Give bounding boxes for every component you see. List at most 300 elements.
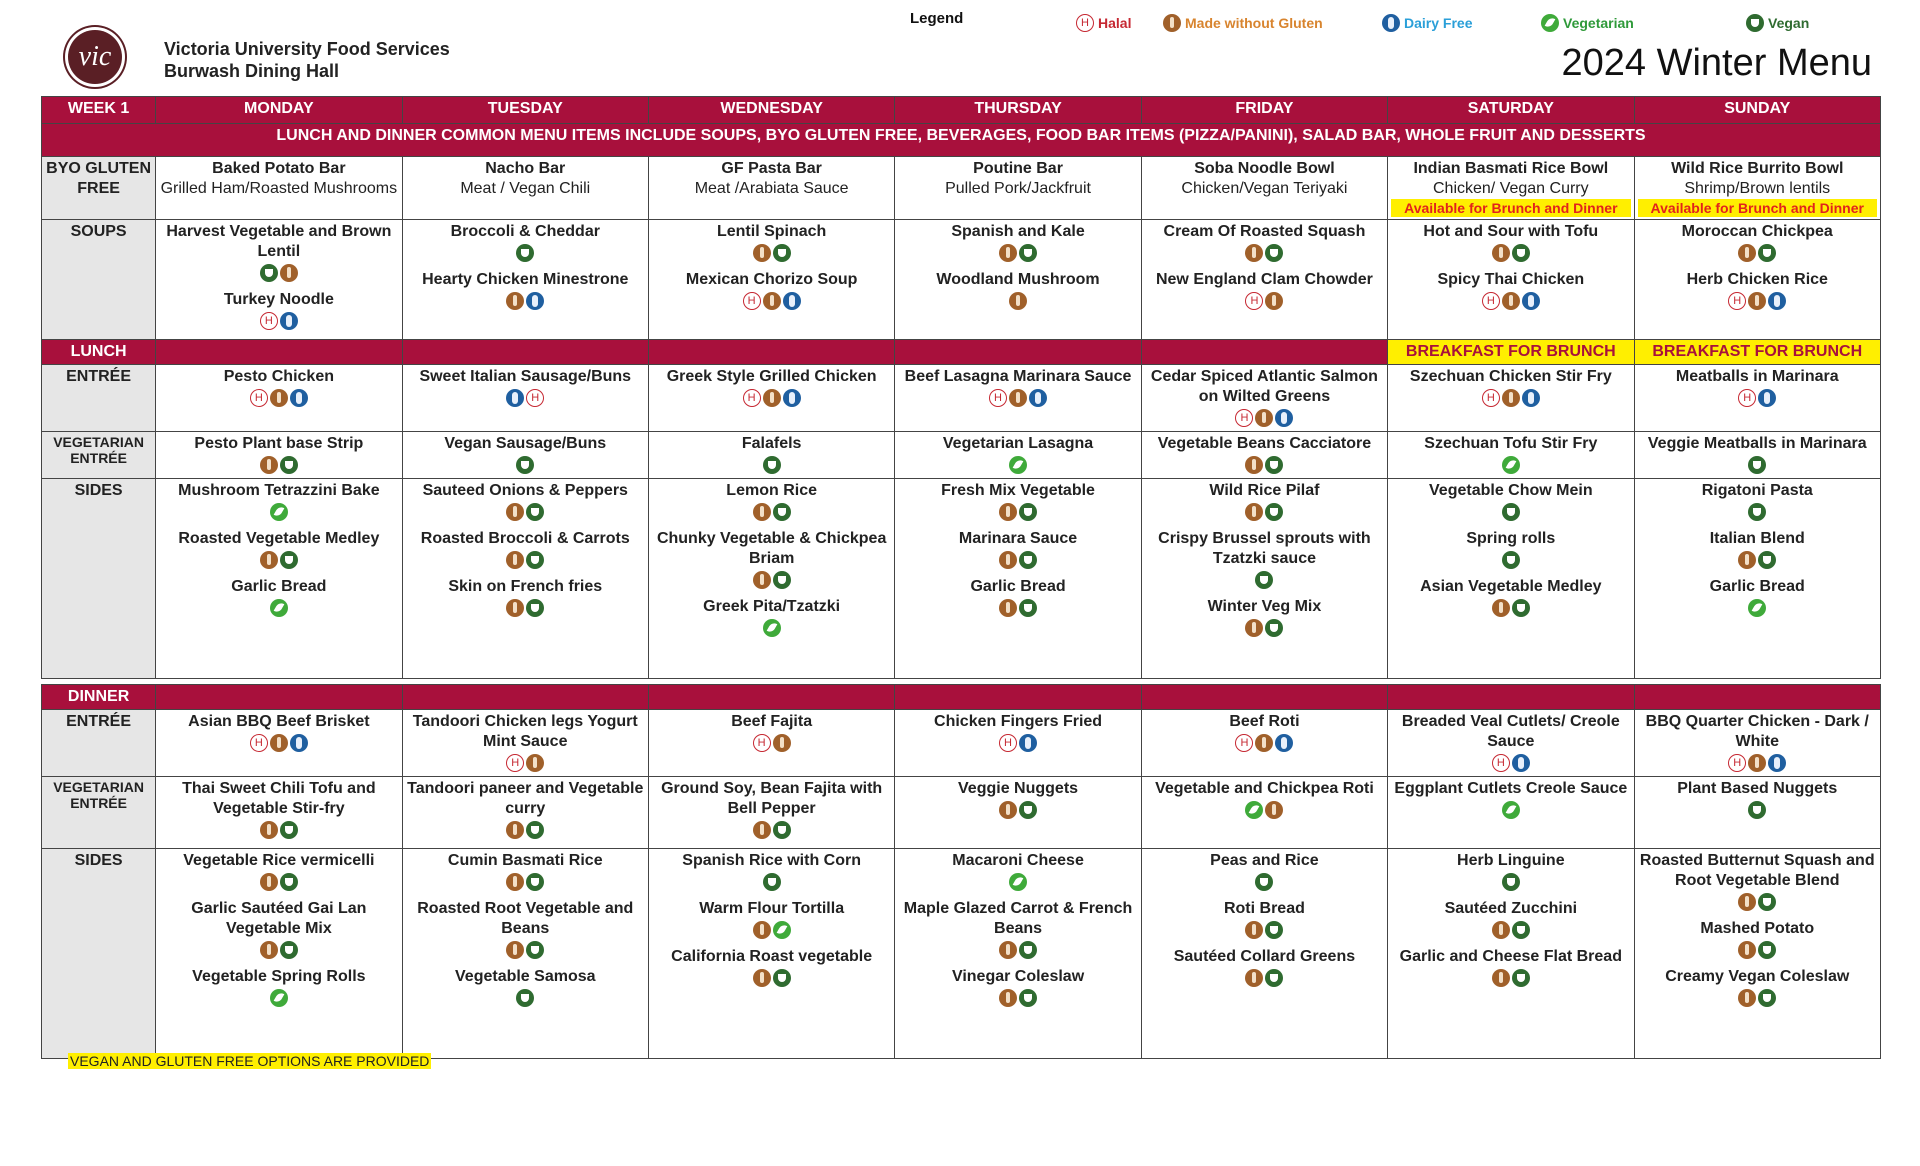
byo-title: Indian Basmati Rice Bowl [1413, 160, 1609, 177]
dish-name: Creamy Vegan Coleslaw [1665, 968, 1850, 985]
dairy-free-icon [1019, 734, 1037, 752]
byo-title: Soba Noodle Bowl [1194, 160, 1335, 177]
menu-cell-sunday [1634, 777, 1880, 849]
row-label: SIDES [42, 849, 156, 1059]
common-items-banner [42, 124, 1881, 157]
dish-name: Greek Style Grilled Chicken [666, 368, 877, 385]
lunch-section-label: LUNCH [42, 340, 156, 365]
legend-item-veg [1540, 14, 1634, 32]
dietary-icons [898, 732, 1137, 754]
gluten-free-icon [753, 921, 771, 939]
dinner-vegetarian-row [42, 777, 1881, 849]
dairy-free-icon [526, 292, 544, 310]
vegan-icon [526, 599, 544, 617]
menu-cell-monday [156, 479, 402, 679]
vegetarian-icon [1009, 456, 1027, 474]
dish-name: Spicy Thai Chicken [1437, 271, 1585, 288]
dish-name: Vegetarian Lasagna [942, 435, 1094, 452]
dairy-free-icon [506, 389, 524, 407]
vegan-icon [1265, 244, 1283, 262]
gluten-free-icon [1245, 969, 1263, 987]
dish-name: Lentil Spinach [716, 223, 827, 240]
gluten-free-icon [1502, 292, 1520, 310]
dish-name: Beef Roti [1229, 713, 1300, 730]
dish-name: Vegetable Samosa [455, 968, 596, 985]
vegan-icon [280, 941, 298, 959]
day-header-wednesday: WEDNESDAY [648, 97, 894, 124]
dietary-icons [898, 387, 1137, 409]
menu-cell-saturday [1388, 220, 1634, 340]
dietary-icons [652, 617, 891, 639]
byo-detail: Pulled Pork/Jackfruit [945, 180, 1091, 197]
byo-cell-saturday [1388, 157, 1634, 220]
byo-cell-tuesday [402, 157, 648, 220]
dish-name: Marinara Sauce [958, 530, 1078, 547]
gluten-free-icon [1492, 599, 1510, 617]
dish-name: Thai Sweet Chili Tofu and Vegetable Stir-fry [182, 780, 376, 817]
gluten-free-icon [999, 503, 1017, 521]
menu-cell-tuesday [402, 710, 648, 777]
dietary-icons [652, 454, 891, 476]
footnote: VEGAN AND GLUTEN FREE OPTIONS ARE PROVIDED [70, 1053, 430, 1069]
legend-label: Vegetarian [1563, 15, 1634, 31]
vegan-icon [1019, 503, 1037, 521]
vegetarian-icon [270, 503, 288, 521]
vegan-icon [526, 551, 544, 569]
halal-icon [753, 734, 771, 752]
dinner-section-row [42, 685, 1881, 710]
dairy-free-icon [1382, 14, 1400, 32]
dish-name: Rigatoni Pasta [1701, 482, 1813, 499]
section-bar [1141, 685, 1387, 710]
legend-item-gf [1162, 14, 1323, 32]
dietary-icons [1391, 501, 1630, 523]
menu-cell-sunday [1634, 849, 1880, 1059]
dietary-icons [1638, 549, 1877, 571]
vegan-icon [773, 969, 791, 987]
dietary-icons [159, 501, 398, 523]
dietary-icons [1638, 891, 1877, 913]
dish-name: Mushroom Tetrazzini Bake [178, 482, 380, 499]
dish-name: Garlic Sautéed Gai Lan Vegetable Mix [191, 900, 367, 937]
gluten-free-icon [1245, 619, 1263, 637]
gluten-free-icon [1492, 244, 1510, 262]
gluten-free-icon [260, 873, 278, 891]
gluten-free-icon [1245, 921, 1263, 939]
dish-name: Winter Veg Mix [1207, 598, 1322, 615]
vegan-icon [280, 821, 298, 839]
dish-name: Asian BBQ Beef Brisket [188, 713, 370, 730]
gluten-free-icon [260, 456, 278, 474]
gluten-free-icon [1245, 244, 1263, 262]
section-bar [895, 340, 1141, 365]
dietary-icons [159, 939, 398, 961]
menu-cell-sunday [1634, 479, 1880, 679]
section-bar [1634, 685, 1880, 710]
byo-detail: Shrimp/Brown lentils [1684, 180, 1831, 197]
dairy-free-icon [1029, 389, 1047, 407]
dish-name: Szechuan Chicken Stir Fry [1409, 368, 1612, 385]
vegan-icon [1265, 969, 1283, 987]
gluten-free-icon [270, 734, 288, 752]
vegan-icon [1255, 873, 1273, 891]
day-header-row [42, 97, 1881, 124]
dish-name: New England Clam Chowder [1155, 271, 1373, 288]
menu-cell-saturday [1388, 479, 1634, 679]
dietary-icons [1638, 987, 1877, 1009]
dish-name: Roasted Vegetable Medley [178, 530, 380, 547]
dish-name: Pesto Chicken [223, 368, 334, 385]
dietary-icons [1391, 752, 1630, 774]
menu-cell-thursday [895, 777, 1141, 849]
menu-cell-saturday [1388, 849, 1634, 1059]
gluten-free-icon [753, 503, 771, 521]
dish-name: Vegetable Beans Cacciatore [1157, 435, 1372, 452]
dish-name: Spanish and Kale [951, 223, 1085, 240]
gluten-free-icon [1255, 734, 1273, 752]
menu-cell-tuesday [402, 479, 648, 679]
menu-cell-tuesday [402, 432, 648, 479]
dietary-icons [159, 454, 398, 476]
dietary-icons [406, 871, 645, 893]
dietary-icons [1145, 454, 1384, 476]
dish-name: Wild Rice Pilaf [1209, 482, 1320, 499]
dietary-icons [159, 819, 398, 841]
vegan-icon [1265, 619, 1283, 637]
dietary-icons [406, 454, 645, 476]
gluten-free-icon [526, 754, 544, 772]
dish-name: Roasted Root Vegetable and Beans [417, 900, 634, 937]
dish-name: Peas and Rice [1210, 852, 1319, 869]
menu-cell-tuesday [402, 849, 648, 1059]
gluten-free-icon [753, 969, 771, 987]
vegan-icon [1265, 921, 1283, 939]
dinner-menu-table [41, 684, 1881, 1059]
dinner-entree-row [42, 710, 1881, 777]
availability-note: Available for Brunch and Dinner [1391, 199, 1630, 217]
vegan-icon [1512, 969, 1530, 987]
vegan-icon [1019, 244, 1037, 262]
dietary-icons [1638, 454, 1877, 476]
vic-logo: vic [68, 30, 122, 84]
dietary-icons [1145, 732, 1384, 754]
dietary-icons [652, 871, 891, 893]
dietary-icons [898, 454, 1137, 476]
vegetarian-icon [1748, 599, 1766, 617]
vegan-icon [1019, 801, 1037, 819]
dish-name: Fresh Mix Vegetable [941, 482, 1095, 499]
dinner-section-label: DINNER [42, 685, 156, 710]
dietary-icons [898, 549, 1137, 571]
gluten-free-icon [1738, 941, 1756, 959]
gluten-free-icon [763, 292, 781, 310]
dish-name: Beef Fajita [731, 713, 813, 730]
dish-name: Mashed Potato [1700, 920, 1815, 937]
menu-cell-tuesday [402, 365, 648, 432]
vegan-icon [1758, 893, 1776, 911]
section-bar [1388, 685, 1634, 710]
dietary-icons [406, 387, 645, 409]
dietary-icons [1638, 799, 1877, 821]
vegan-icon [280, 456, 298, 474]
legend-label: Vegan [1768, 15, 1810, 31]
dietary-icons [406, 597, 645, 619]
dish-name: Sautéed Collard Greens [1173, 948, 1356, 965]
dietary-icons [898, 501, 1137, 523]
dish-name: Tandoori paneer and Vegetable curry [407, 780, 644, 817]
vegan-icon [773, 244, 791, 262]
day-header-thursday: THURSDAY [895, 97, 1141, 124]
dish-name: Vegan Sausage/Buns [444, 435, 607, 452]
halal-icon [743, 292, 761, 310]
org-name [164, 38, 450, 82]
legend-title: Legend [910, 10, 964, 27]
row-label: ENTRÉE [42, 710, 156, 777]
row-label: SIDES [42, 479, 156, 679]
halal-icon [506, 754, 524, 772]
dietary-icons [1638, 290, 1877, 312]
dietary-icons [406, 939, 645, 961]
dietary-icons [1638, 939, 1877, 961]
dish-name: Cumin Basmati Rice [447, 852, 603, 869]
dish-name: Garlic Bread [970, 578, 1066, 595]
legend-label: Halal [1098, 15, 1132, 31]
gluten-free-icon [1738, 893, 1756, 911]
byo-cell-friday [1141, 157, 1387, 220]
menu-cell-wednesday [648, 710, 894, 777]
menu-cell-monday [156, 710, 402, 777]
dietary-icons [159, 987, 398, 1009]
halal-icon [1482, 389, 1500, 407]
dairy-free-icon [280, 312, 298, 330]
dish-name: Skin on French fries [448, 578, 603, 595]
vegan-icon [1748, 801, 1766, 819]
dish-name: Vegetable Rice vermicelli [183, 852, 375, 869]
dish-name: Veggie Meatballs in Marinara [1647, 435, 1867, 452]
vegetarian-icon [773, 921, 791, 939]
dish-name: Harvest Vegetable and Brown Lentil [166, 223, 392, 260]
dish-name: Hot and Sour with Tofu [1423, 223, 1599, 240]
dish-name: Mexican Chorizo Soup [685, 271, 858, 288]
dietary-icons [159, 597, 398, 619]
vegan-icon [280, 873, 298, 891]
brunch-label-saturday: BREAKFAST FOR BRUNCH [1388, 340, 1634, 365]
lunch-menu-table [41, 96, 1881, 679]
dietary-icons [1638, 597, 1877, 619]
dietary-icons [652, 387, 891, 409]
halal-icon [989, 389, 1007, 407]
halal-icon [260, 312, 278, 330]
dietary-icons [1391, 290, 1630, 312]
byo-cell-thursday [895, 157, 1141, 220]
dish-name: Vegetable Spring Rolls [192, 968, 366, 985]
vegan-icon [1512, 244, 1530, 262]
vegetarian-icon [1502, 801, 1520, 819]
gluten-free-icon [1265, 292, 1283, 310]
dietary-icons [1145, 569, 1384, 591]
dietary-icons [406, 242, 645, 264]
vegan-icon [773, 821, 791, 839]
gluten-free-icon [1738, 244, 1756, 262]
vegetarian-icon [1502, 456, 1520, 474]
vegan-icon [516, 244, 534, 262]
dish-name: Garlic and Cheese Flat Bread [1399, 948, 1622, 965]
legend-label: Dairy Free [1404, 15, 1473, 31]
vegetarian-icon [763, 619, 781, 637]
menu-cell-thursday [895, 710, 1141, 777]
dish-name: Cream Of Roasted Squash [1163, 223, 1366, 240]
gluten-free-icon [999, 801, 1017, 819]
dish-name: Greek Pita/Tzatzki [703, 598, 841, 615]
dietary-icons [1391, 919, 1630, 941]
dietary-icons [406, 987, 645, 1009]
dairy-free-icon [783, 292, 801, 310]
lunch-entree-row [42, 365, 1881, 432]
menu-cell-monday [156, 777, 402, 849]
menu-cell-saturday [1388, 365, 1634, 432]
dish-name: Szechuan Tofu Stir Fry [1424, 435, 1598, 452]
vegan-icon [1758, 244, 1776, 262]
dairy-free-icon [1512, 754, 1530, 772]
halal-icon [1728, 754, 1746, 772]
vegan-icon [773, 503, 791, 521]
menu-cell-friday [1141, 479, 1387, 679]
vegan-icon [1019, 599, 1037, 617]
dish-name: Vinegar Coleslaw [951, 968, 1085, 985]
dairy-free-icon [1275, 734, 1293, 752]
dairy-free-icon [1522, 389, 1540, 407]
dish-name: BBQ Quarter Chicken - Dark / White [1645, 713, 1869, 750]
vegan-icon [1019, 989, 1037, 1007]
dish-name: Vegetable Chow Mein [1429, 482, 1593, 499]
vegan-icon [1748, 503, 1766, 521]
dietary-icons [1145, 617, 1384, 639]
menu-cell-saturday [1388, 777, 1634, 849]
halal-icon [743, 389, 761, 407]
gluten-free-icon [1492, 921, 1510, 939]
gluten-free-icon [506, 292, 524, 310]
dietary-icons [406, 752, 645, 774]
gluten-free-icon [1009, 292, 1027, 310]
menu-cell-friday [1141, 777, 1387, 849]
vegetarian-icon [1245, 801, 1263, 819]
gluten-free-icon [1163, 14, 1181, 32]
dish-name: Eggplant Cutlets Creole Sauce [1394, 780, 1628, 797]
day-header-friday: FRIDAY [1141, 97, 1387, 124]
dish-name: Roasted Broccoli & Carrots [420, 530, 630, 547]
gluten-free-icon [506, 873, 524, 891]
halal-icon [250, 389, 268, 407]
gluten-free-icon [753, 571, 771, 589]
dish-name: Herb Linguine [1457, 852, 1565, 869]
vegan-icon [260, 264, 278, 282]
gluten-free-icon [506, 551, 524, 569]
gluten-free-icon [1245, 456, 1263, 474]
dietary-icons [898, 939, 1137, 961]
lunch-vegetarian-row [42, 432, 1881, 479]
gluten-free-icon [999, 244, 1017, 262]
gluten-free-icon [506, 941, 524, 959]
vegan-icon [1265, 456, 1283, 474]
vegan-icon [1746, 14, 1764, 32]
dish-name: Garlic Bread [1709, 578, 1805, 595]
byo-cell-wednesday [648, 157, 894, 220]
byo-title: GF Pasta Bar [721, 160, 822, 177]
dietary-icons [652, 919, 891, 941]
dish-name: Chicken Fingers Fried [934, 713, 1103, 730]
menu-cell-monday [156, 849, 402, 1059]
dish-name: Garlic Bread [231, 578, 327, 595]
dietary-icons [1638, 752, 1877, 774]
dietary-icons [1391, 242, 1630, 264]
vegan-icon [1502, 503, 1520, 521]
halal-icon [1076, 14, 1094, 32]
gluten-free-icon [1748, 754, 1766, 772]
gluten-free-icon [1738, 989, 1756, 1007]
day-header-monday: MONDAY [156, 97, 402, 124]
section-bar [648, 685, 894, 710]
dietary-icons [1145, 501, 1384, 523]
dish-name: Meatballs in Marinara [1675, 368, 1839, 385]
legend-label: Made without Gluten [1185, 15, 1323, 31]
halal-icon [1482, 292, 1500, 310]
row-label: VEGETARIAN ENTRÉE [42, 432, 156, 479]
gluten-free-icon [270, 389, 288, 407]
section-bar [648, 340, 894, 365]
dish-name: California Roast vegetable [671, 948, 873, 965]
dietary-icons [159, 310, 398, 332]
halal-icon [999, 734, 1017, 752]
vegan-icon [1758, 941, 1776, 959]
vegan-icon [1512, 921, 1530, 939]
dietary-icons [1391, 871, 1630, 893]
dish-name: Veggie Nuggets [958, 780, 1079, 797]
dish-name: Chunky Vegetable & Chickpea Briam [656, 530, 887, 567]
menu-cell-thursday [895, 479, 1141, 679]
gluten-free-icon [999, 989, 1017, 1007]
dietary-icons [652, 569, 891, 591]
dietary-icons [406, 290, 645, 312]
halal-icon [1492, 754, 1510, 772]
legend-item-halal [1075, 14, 1131, 32]
vegetarian-icon [1541, 14, 1559, 32]
gluten-free-icon [1502, 389, 1520, 407]
vegan-icon [1512, 599, 1530, 617]
byo-title: Wild Rice Burrito Bowl [1671, 160, 1844, 177]
lunch-sides-row [42, 479, 1881, 679]
menu-cell-tuesday [402, 220, 648, 340]
dietary-icons [898, 987, 1137, 1009]
halal-icon [1738, 389, 1756, 407]
day-header-sunday: SUNDAY [1634, 97, 1880, 124]
dish-name: Beef Lasagna Marinara Sauce [904, 368, 1132, 385]
dish-name: Moroccan Chickpea [1681, 223, 1833, 240]
dietary-icons [652, 242, 891, 264]
menu-cell-wednesday [648, 849, 894, 1059]
org-line-2: Burwash Dining Hall [164, 61, 340, 81]
dairy-free-icon [290, 389, 308, 407]
gluten-free-icon [1492, 969, 1510, 987]
dietary-icons [1145, 799, 1384, 821]
gluten-free-icon [1255, 409, 1273, 427]
menu-cell-sunday [1634, 220, 1880, 340]
dietary-icons [159, 732, 398, 754]
vegan-icon [773, 571, 791, 589]
menu-cell-saturday [1388, 432, 1634, 479]
legend-item-df [1381, 14, 1472, 32]
vegan-icon [1019, 551, 1037, 569]
dairy-free-icon [1758, 389, 1776, 407]
